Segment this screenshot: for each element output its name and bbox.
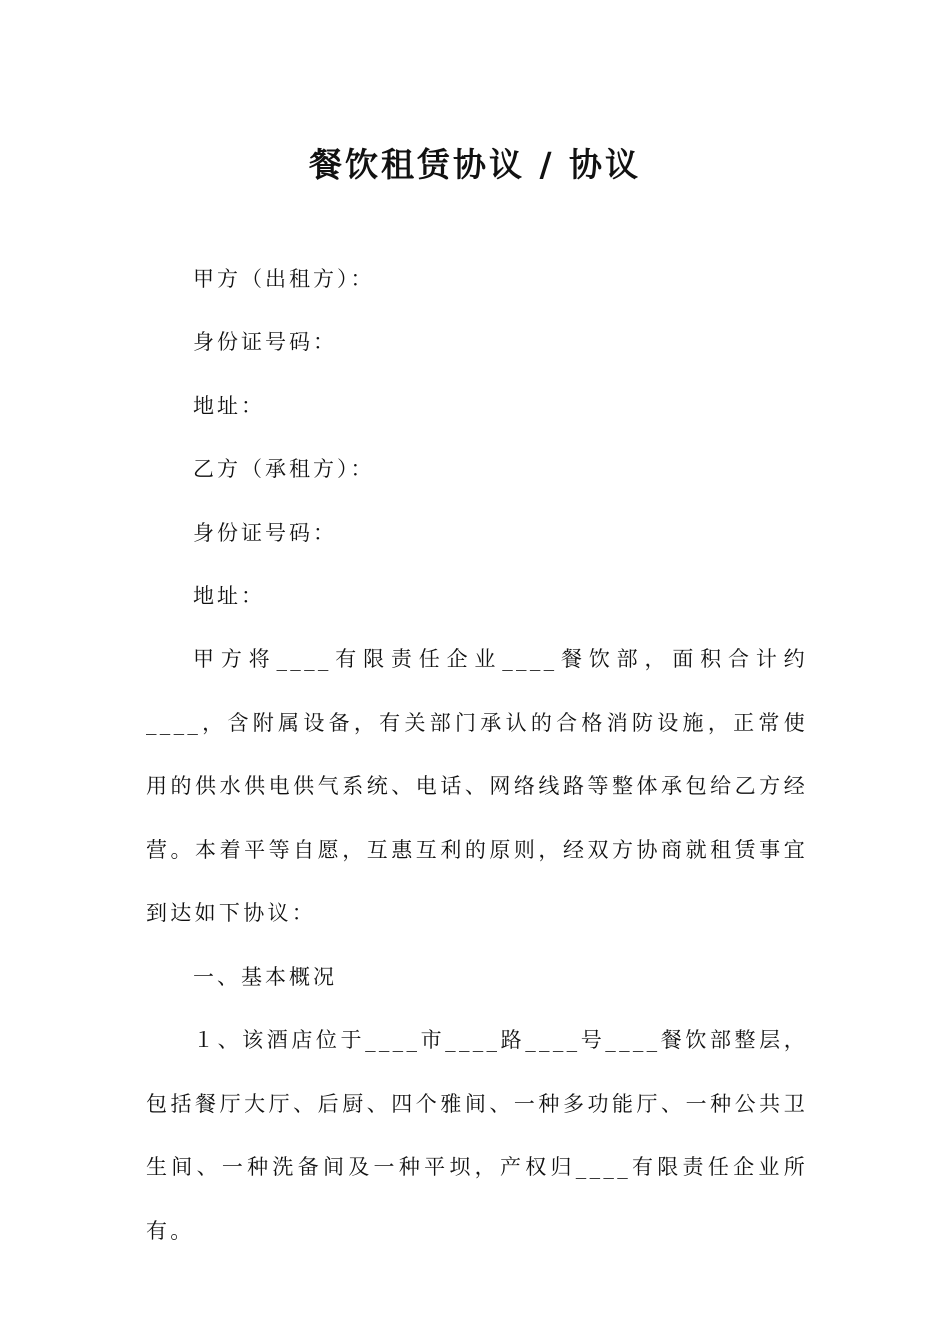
party-b-id-label: 身份证号码：: [193, 521, 337, 545]
party-a-label: 甲方（出租方）：: [193, 267, 375, 291]
party-a-address-label: 地址：: [193, 394, 265, 418]
party-a-id-label: 身份证号码：: [193, 330, 337, 354]
intro-paragraph: 甲方将____有限责任企业____餐饮部，面积合计约____，含附属设备，有关部门承认的合格消防设施，正常使用的供水供电供气系统、电话、网络线路等整体承包给乙方经营。本着平等自愿，互惠互利的原则，经双方协商就租赁事宜到达如下协议：: [146, 647, 808, 925]
document-title: 餐饮租赁协议 / 协议: [308, 145, 642, 184]
section-1-heading: 一、基本概况: [193, 965, 337, 989]
party-b-address-label: 地址：: [193, 584, 265, 608]
party-b-label: 乙方（承租方）：: [193, 457, 375, 481]
clause-1-paragraph: １、该酒店位于____市____路____号____餐饮部整层，包括餐厅大厅、后厨、四个雅间、一种多功能厅、一种公共卫生间、一种洗备间及一种平坝，产权归____有限责任企业所有。: [146, 1028, 808, 1243]
